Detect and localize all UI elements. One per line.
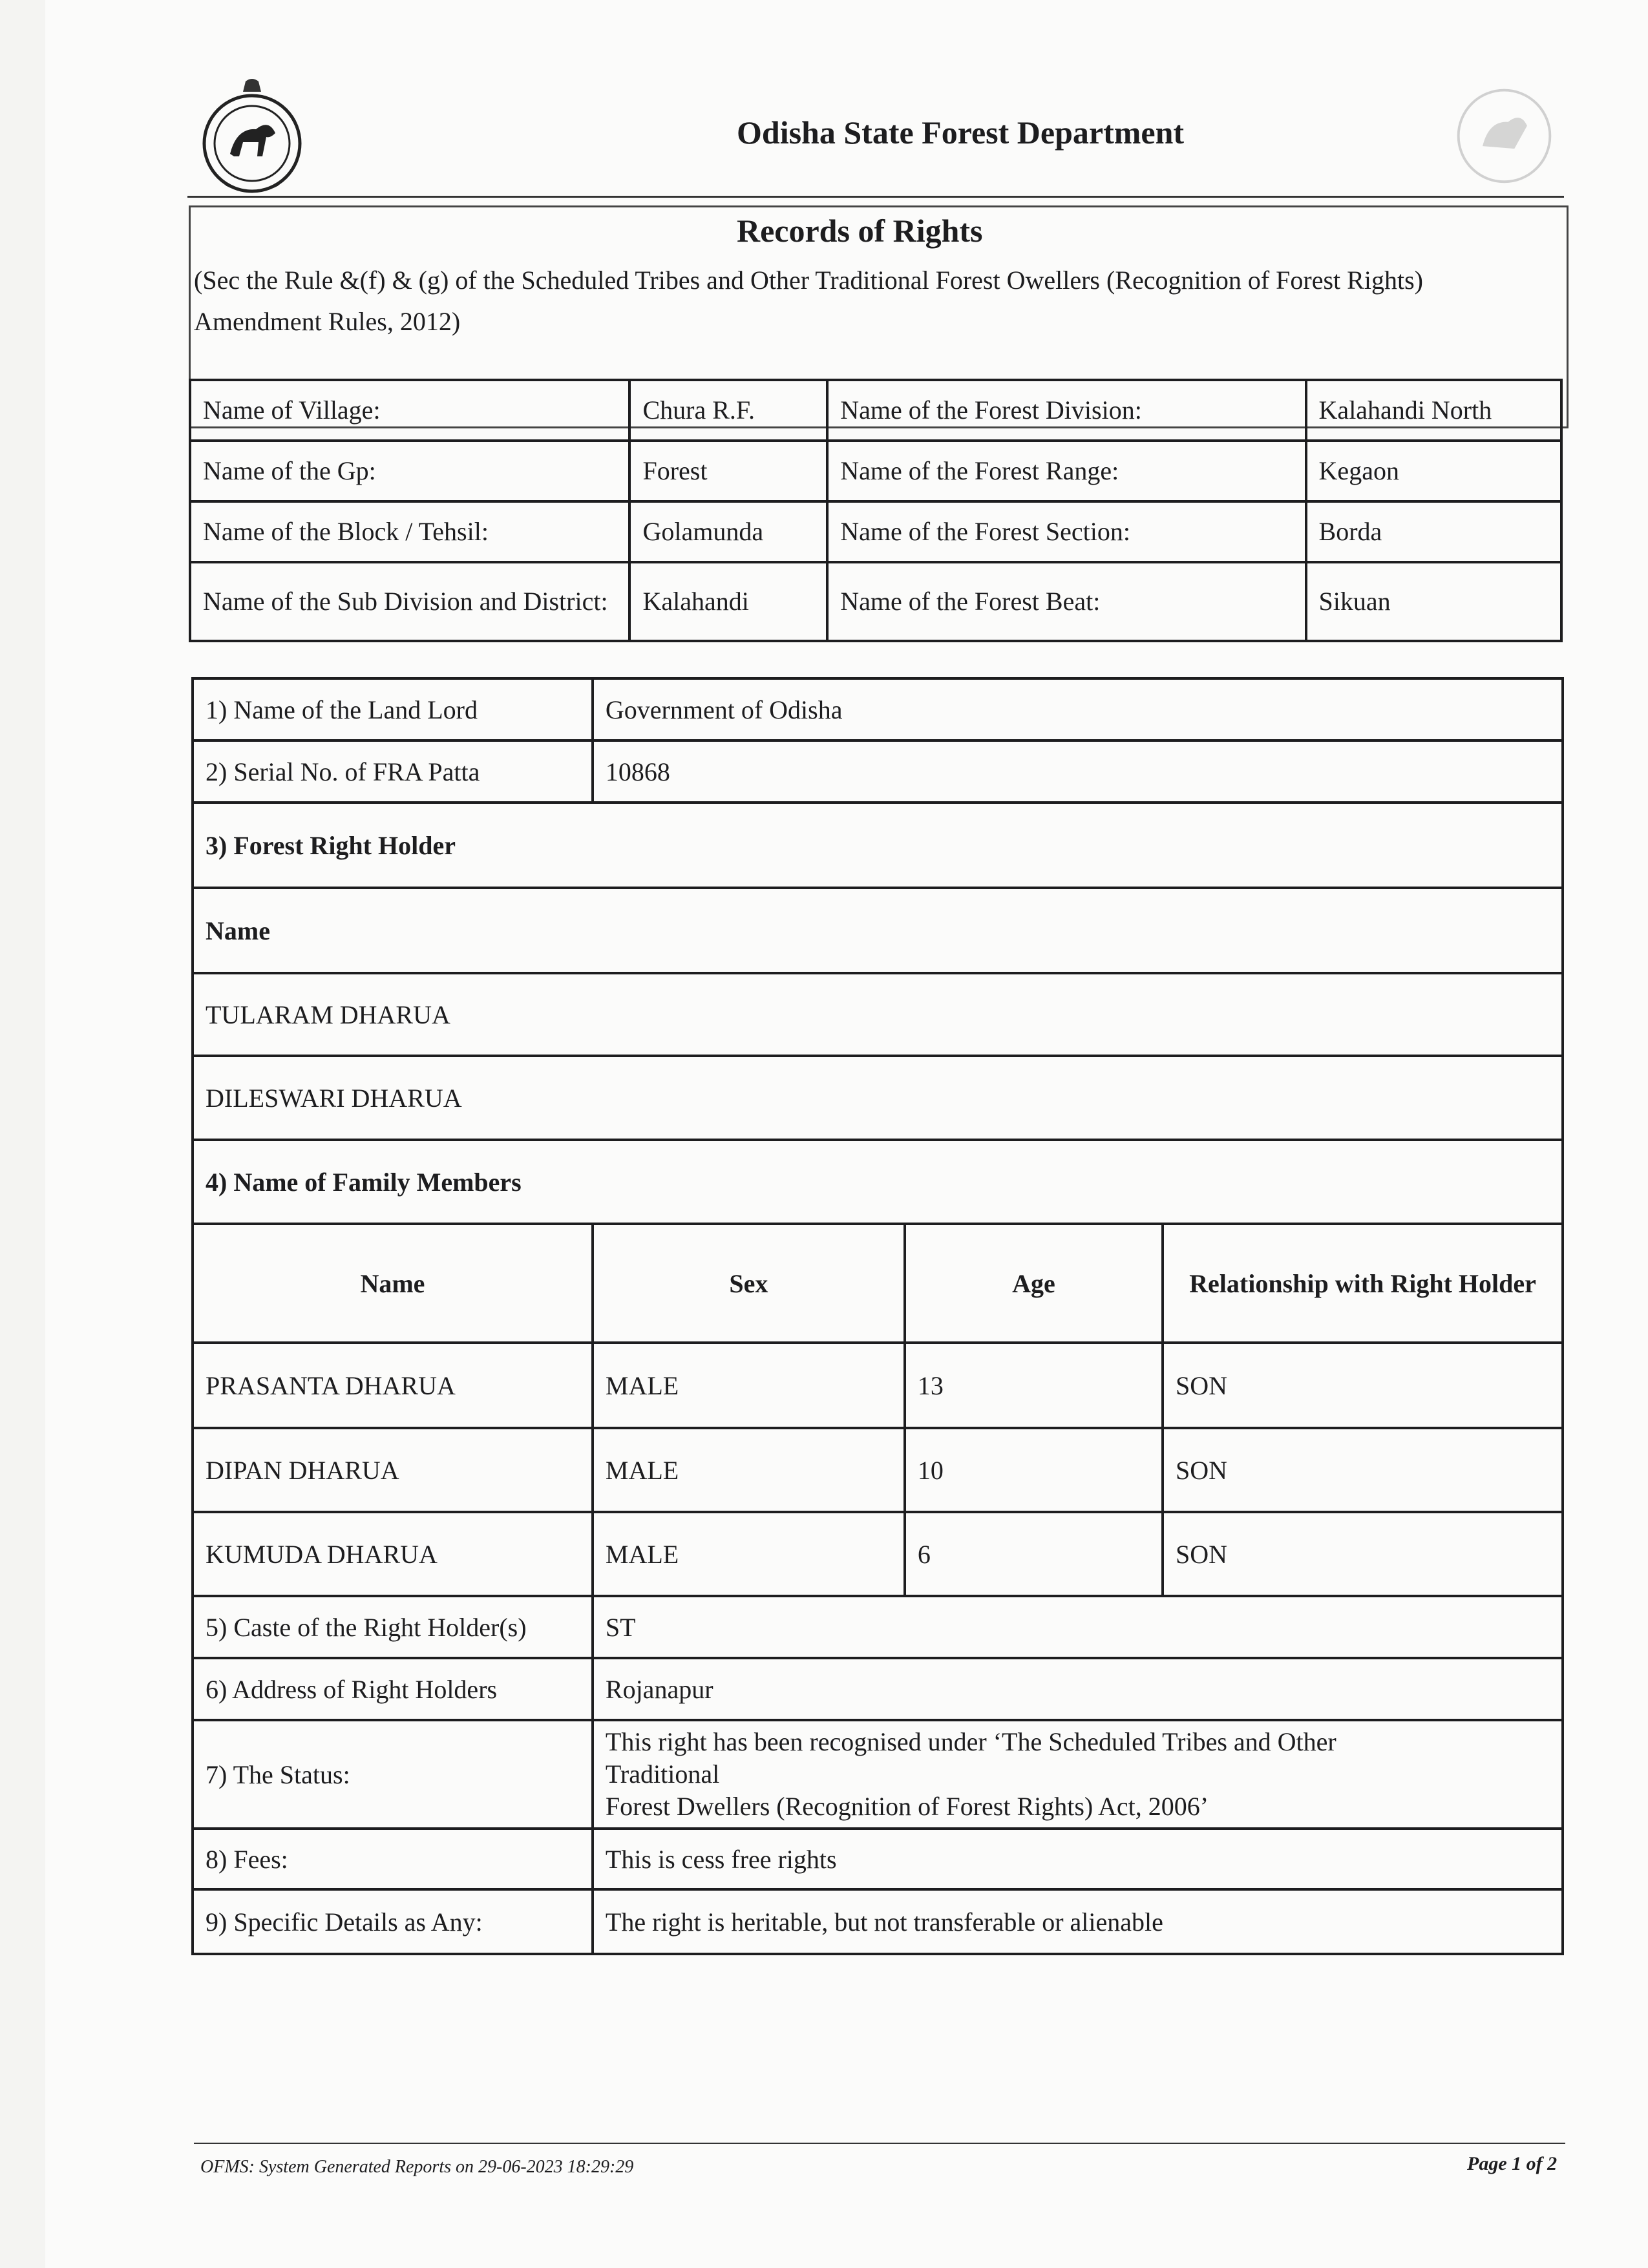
records-title: Records of Rights (737, 213, 983, 249)
block-label: Name of the Block / Tehsil: (190, 501, 629, 562)
records-subtitle: (Sec the Rule &(f) & (g) of the Scheduled Tribes and Other Traditional Forest Owellers (Recognition of Forest Rights) Amendment Rules, 2012) (194, 266, 1423, 336)
member-name: KUMUDA DHARUA (193, 1512, 593, 1596)
right-holder-heading: 3) Forest Right Holder (193, 803, 1563, 888)
table-row (193, 1829, 1563, 1889)
block-value: Golamunda (629, 501, 827, 562)
range-value: Kegaon (1306, 441, 1561, 501)
member-relation: SON (1163, 1428, 1563, 1512)
odisha-state-emblem-icon (200, 76, 304, 198)
watermark-emblem-icon (1451, 72, 1558, 192)
fees-value: This is cess free rights (593, 1829, 1563, 1889)
specific-details-label: 9) Specific Details as Any: (193, 1889, 593, 1954)
caste-value: ST (593, 1596, 1563, 1658)
member-age: 10 (905, 1428, 1163, 1512)
holder-name: DILESWARI DHARUA (193, 1056, 1563, 1140)
fees-label: 8) Fees: (193, 1829, 593, 1889)
table-row (193, 1056, 1563, 1140)
table-row (193, 740, 1563, 803)
beat-label: Name of the Forest Beat: (827, 562, 1305, 641)
section-label: Name of the Forest Section: (827, 501, 1305, 562)
subdivision-value: Kalahandi (629, 562, 827, 641)
footer-rule (194, 2143, 1565, 2144)
department-title: Odisha State Forest Department (737, 114, 1185, 151)
table-header-row (193, 1224, 1563, 1343)
family-relation-header: Relationship with Right Holder (1163, 1224, 1563, 1343)
table-row (190, 562, 1561, 641)
table-row (193, 1889, 1563, 1954)
village-label: Name of Village: (190, 380, 629, 441)
table-row (193, 973, 1563, 1056)
table-row (193, 1658, 1563, 1720)
beat-value: Sikuan (1306, 562, 1561, 641)
member-name: DIPAN DHARUA (193, 1428, 593, 1512)
division-value: Kalahandi North (1306, 380, 1561, 441)
land-lord-value: Government of Odisha (593, 678, 1563, 740)
village-value: Chura R.F. (629, 380, 827, 441)
family-age-header: Age (905, 1224, 1163, 1343)
status-line: Forest Dwellers (Recognition of Forest Rights) Act, 2006’ (605, 1792, 1209, 1821)
location-table (189, 379, 1563, 642)
table-row (193, 1343, 1563, 1428)
generated-report-note: OFMS: System Generated Reports on 29-06-2023 18:29:29 (200, 2157, 634, 2177)
table-row (190, 501, 1561, 562)
table-row (190, 441, 1561, 501)
family-sex-header: Sex (593, 1224, 905, 1343)
table-row (190, 380, 1561, 441)
member-name: PRASANTA DHARUA (193, 1343, 593, 1428)
gp-label: Name of the Gp: (190, 441, 629, 501)
gp-value: Forest (629, 441, 827, 501)
table-row (193, 1140, 1563, 1224)
rights-details-table (191, 677, 1564, 1955)
member-relation: SON (1163, 1343, 1563, 1428)
patta-label: 2) Serial No. of FRA Patta (193, 740, 593, 803)
status-value (593, 1720, 1563, 1829)
table-row (193, 888, 1563, 973)
table-row (193, 1720, 1563, 1829)
table-row (193, 678, 1563, 740)
subdivision-label: Name of the Sub Division and District: (190, 562, 629, 641)
member-sex: MALE (593, 1428, 905, 1512)
caste-label: 5) Caste of the Right Holder(s) (193, 1596, 593, 1658)
member-sex: MALE (593, 1512, 905, 1596)
page-number: Page 1 of 2 (1467, 2153, 1558, 2174)
status-label: 7) The Status: (193, 1720, 593, 1829)
section-value: Borda (1306, 501, 1561, 562)
address-value: Rojanapur (593, 1658, 1563, 1720)
family-members-heading: 4) Name of Family Members (193, 1140, 1563, 1224)
holder-name: TULARAM DHARUA (193, 973, 1563, 1056)
member-age: 13 (905, 1343, 1163, 1428)
land-lord-label: 1) Name of the Land Lord (193, 678, 593, 740)
member-age: 6 (905, 1512, 1163, 1596)
header-rule (187, 196, 1564, 198)
family-name-header: Name (193, 1224, 593, 1343)
status-line: Traditional (605, 1759, 720, 1789)
specific-details-value: The right is heritable, but not transferable or alienable (593, 1889, 1563, 1954)
member-sex: MALE (593, 1343, 905, 1428)
division-label: Name of the Forest Division: (827, 380, 1305, 441)
table-row (193, 1428, 1563, 1512)
table-row (193, 803, 1563, 888)
member-relation: SON (1163, 1512, 1563, 1596)
status-line: This right has been recognised under ‘The Scheduled Tribes and Other (605, 1727, 1336, 1756)
holder-name-heading: Name (193, 888, 1563, 973)
table-row (193, 1512, 1563, 1596)
table-row (193, 1596, 1563, 1658)
range-label: Name of the Forest Range: (827, 441, 1305, 501)
patta-value: 10868 (593, 740, 1563, 803)
address-label: 6) Address of Right Holders (193, 1658, 593, 1720)
